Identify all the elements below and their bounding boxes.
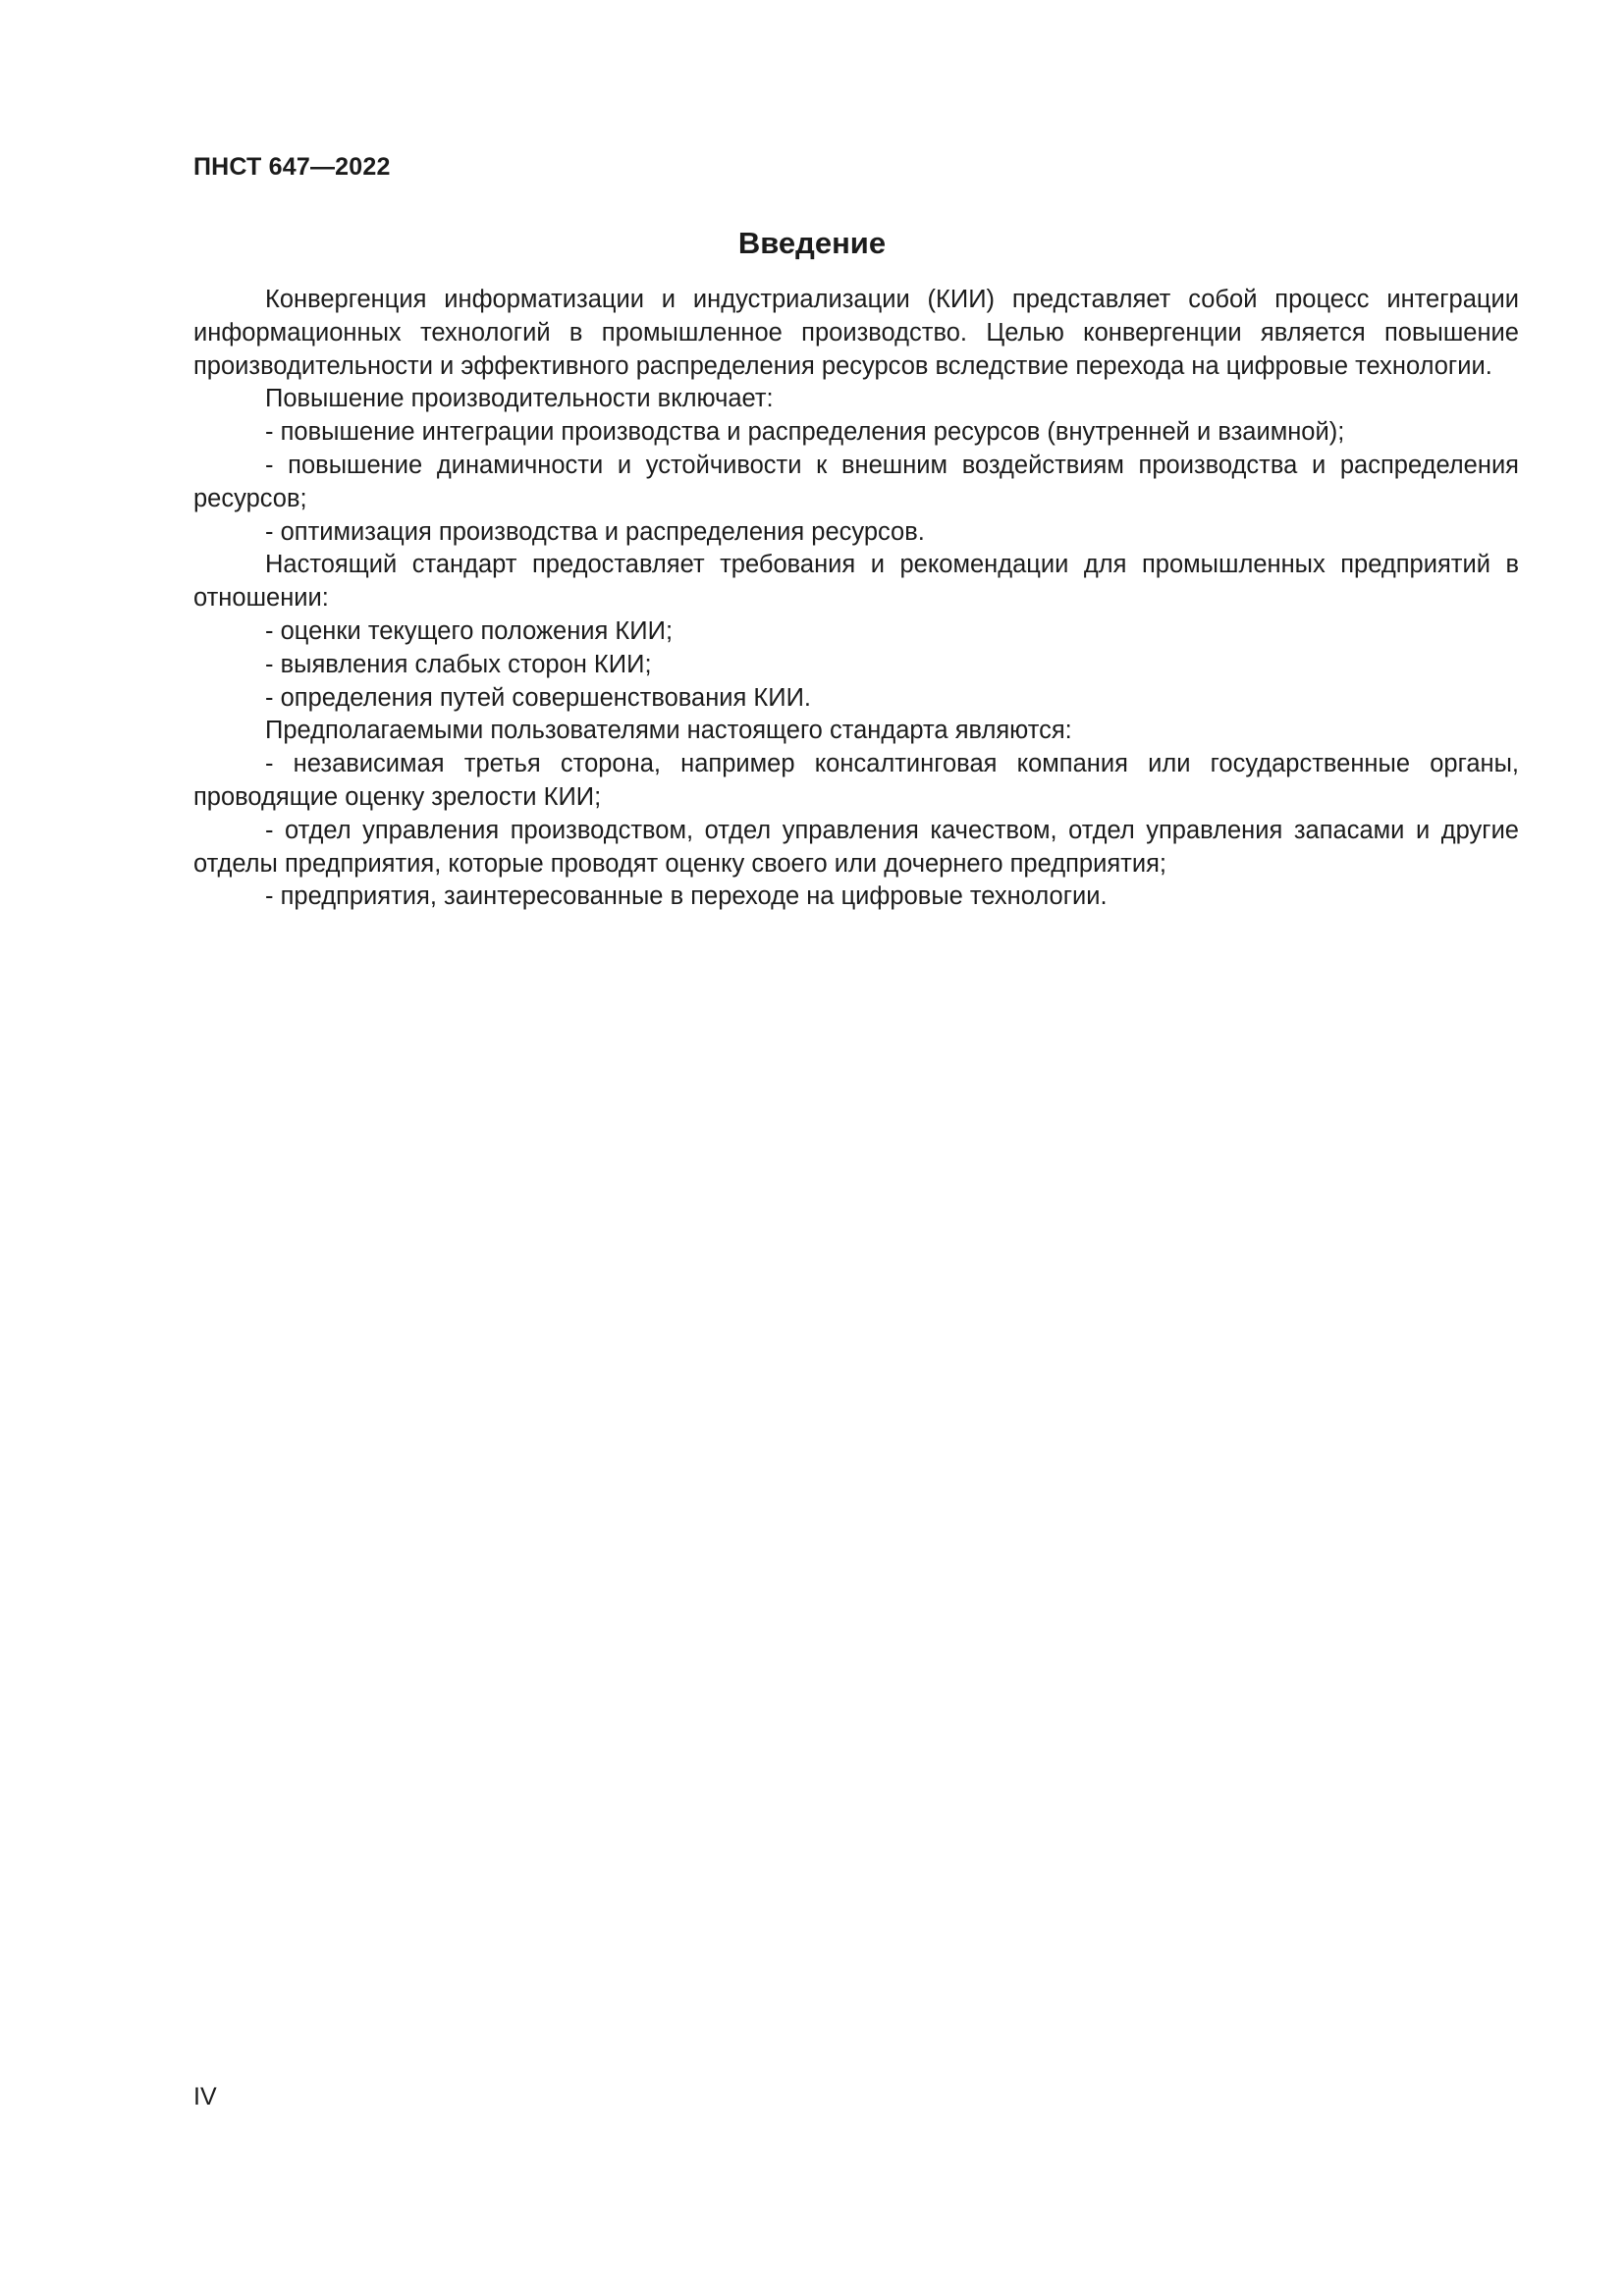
- section-body: [193, 284, 1519, 914]
- document-code: ПНСТ 647—2022: [193, 153, 391, 181]
- list-item: - выявления слабых сторон КИИ;: [265, 650, 652, 678]
- list-item: - оценки текущего положения КИИ;: [265, 616, 674, 645]
- list-item: - независимая третья сторона, например консалтинговая компания или государственные органы, проводящие оценку зрелости КИИ;: [193, 750, 1519, 811]
- section-title: Введение: [737, 226, 887, 260]
- paragraph: Предполагаемыми пользователями настоящего стандарта являются:: [265, 717, 1072, 745]
- page-number: IV: [193, 2083, 217, 2110]
- list-item: - предприятия, заинтересованные в переходе на цифровые технологии.: [265, 882, 1108, 911]
- paragraph: Повышение производительности включает:: [265, 385, 774, 413]
- list-item: - определения путей совершенствования КИИ.: [265, 683, 812, 712]
- list-item: - повышение динамичности и устойчивости к внешним воздействиям производства и распределения ресурсов;: [193, 451, 1519, 512]
- list-item: - оптимизация производства и распределения ресурсов.: [265, 517, 925, 546]
- list-item: - повышение интеграции производства и распределения ресурсов (внутренней и взаимной);: [265, 418, 1345, 447]
- list-item: - отдел управления производством, отдел управления качеством, отдел управления запасами и другие отделы предприятия, которые проводят оценку своего или дочернего предприятия;: [193, 816, 1519, 878]
- paragraph: Настоящий стандарт предоставляет требования и рекомендации для промышленных предприятий в отношении:: [193, 551, 1519, 613]
- paragraph: Конвергенция информатизации и индустриализации (КИИ) представляет собой процесс интеграции информационных технологий в промышленное производство. Целью конвергенции является повышение производительности и эффективного распределения ресурсов вследствие перехода на цифровые технологии.: [193, 286, 1519, 380]
